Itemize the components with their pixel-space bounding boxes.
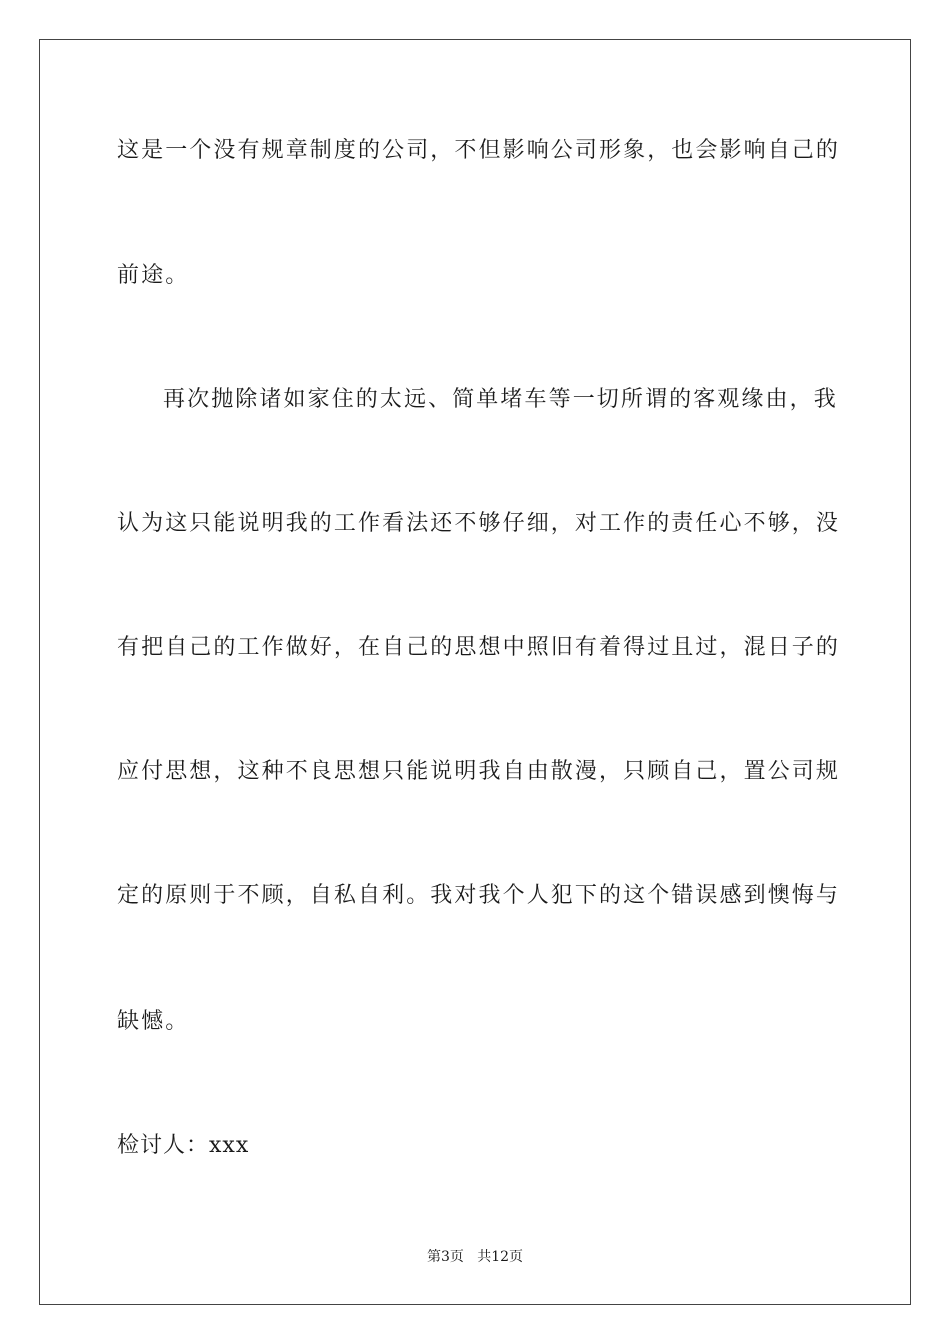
body-line: 缺憾。 bbox=[117, 1009, 190, 1034]
body-line: 有把自己的工作做好，在自己的思想中照旧有着得过且过，混日子的 bbox=[117, 635, 841, 660]
paragraph-first-line: 再次抛除诸如家住的太远、简单堵车等一切所谓的客观缘由，我 bbox=[163, 387, 838, 412]
page-number-footer: 第3页 共12页 bbox=[426, 1249, 524, 1265]
body-line: 这是一个没有规章制度的公司，不但影响公司形象，也会影响自己的 bbox=[117, 138, 841, 163]
body-line: 定的原则于不顾，自私自利。我对我个人犯下的这个错误感到懊悔与 bbox=[117, 883, 841, 908]
body-line: 认为这只能说明我的工作看法还不够仔细，对工作的责任心不够，没 bbox=[117, 511, 841, 536]
page-border bbox=[39, 39, 911, 1305]
signature-line: 检讨人：xxx bbox=[117, 1133, 250, 1158]
body-line: 前途。 bbox=[117, 263, 190, 288]
body-line: 应付思想，这种不良思想只能说明我自由散漫，只顾自己，置公司规 bbox=[117, 759, 841, 784]
